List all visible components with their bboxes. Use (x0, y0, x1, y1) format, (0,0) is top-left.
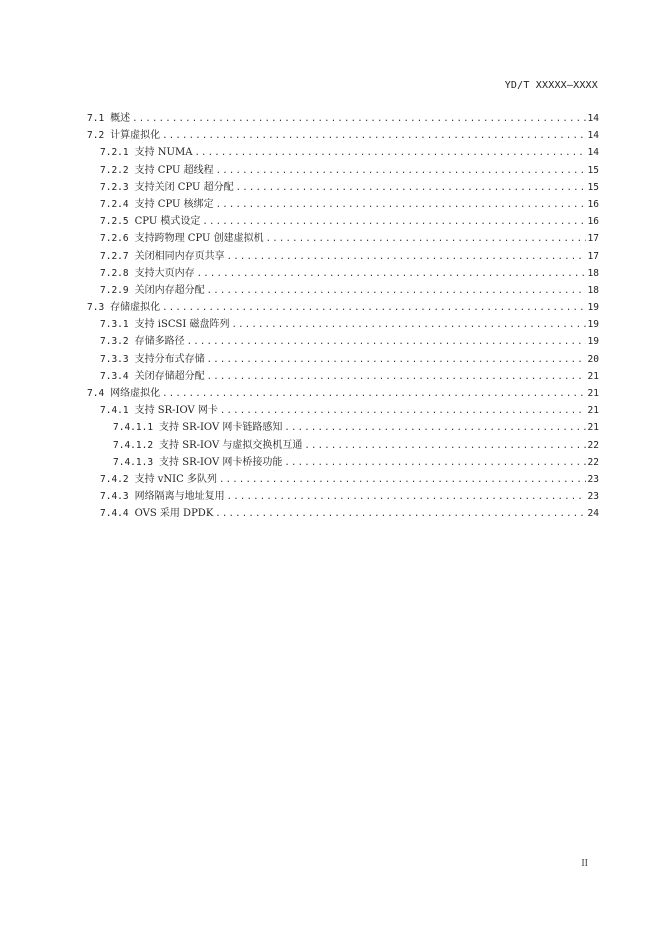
toc-entry-number: 7.2.3 (100, 181, 129, 193)
toc-entry[interactable] (87, 179, 599, 196)
toc-entry-page: 21 (587, 388, 599, 399)
toc-entry-page: 15 (587, 181, 599, 193)
toc-entry[interactable] (87, 196, 599, 213)
toc-entry-title: 网络虚拟化 (110, 388, 161, 399)
toc-entry-page: 16 (587, 216, 599, 228)
toc-entry-title: 支持分布式存储 (134, 353, 205, 365)
toc-entry-number: 7.4.1.3 (113, 456, 154, 468)
toc-entry-title: 支持跨物理 CPU 创建虚拟机 (134, 233, 264, 245)
toc-entry[interactable] (87, 110, 599, 127)
toc-entry-title: 支持 iSCSI 磁盘阵列 (134, 319, 230, 331)
toc-leader-dots (227, 249, 586, 266)
toc-entry-title: 关闭内存超分配 (134, 284, 205, 296)
toc-entry[interactable] (87, 505, 599, 522)
toc-entry-page: 16 (587, 198, 599, 210)
toc-entry-number: 7.2.1 (100, 147, 129, 159)
toc-entry-page: 15 (587, 164, 599, 176)
toc-entry[interactable] (87, 162, 599, 179)
toc-entry-title: 概述 (110, 113, 131, 124)
toc-entry-title: 计算虚拟化 (110, 130, 161, 142)
toc-entry[interactable] (87, 368, 599, 385)
toc-entry[interactable] (87, 265, 599, 282)
toc-entry-number: 7.3.3 (100, 353, 129, 365)
toc-entry-title: 支持 CPU 超线程 (134, 164, 214, 176)
toc-entry[interactable] (87, 316, 599, 333)
toc-entry-page: 17 (587, 250, 599, 262)
toc-leader-dots (162, 128, 585, 145)
toc-entry-number: 7.4.3 (100, 491, 129, 503)
toc-entry-number: 7.2.4 (100, 198, 129, 210)
toc-entry-page: 14 (587, 113, 599, 124)
toc-entry[interactable] (87, 402, 599, 419)
toc-entry-number: 7.4.4 (100, 508, 129, 520)
toc-entry-number: 7.1 (87, 113, 105, 124)
toc-leader-dots (231, 317, 585, 334)
toc-leader-dots (284, 455, 585, 472)
toc-entry-number: 7.2.8 (100, 267, 129, 279)
toc-entry-page: 20 (587, 353, 599, 365)
toc-entry-page: 14 (587, 130, 599, 142)
toc-entry-title: 支持关闭 CPU 超分配 (134, 181, 234, 193)
toc-entry-page: 23 (587, 491, 599, 503)
toc-entry-number: 7.3 (87, 302, 105, 314)
toc-entry-title: 支持 NUMA (134, 147, 193, 159)
toc-leader-dots (216, 163, 586, 180)
toc-leader-dots (284, 420, 585, 437)
toc-entry-title: 关闭存储超分配 (134, 370, 205, 382)
toc-entry[interactable] (87, 488, 599, 505)
toc-entry[interactable] (87, 333, 599, 350)
toc-entry[interactable] (87, 248, 599, 265)
toc-leader-dots (216, 197, 586, 214)
toc-entry-title: 支持大页内存 (134, 267, 195, 279)
toc-entry-title: 支持 vNIC 多队列 (134, 473, 217, 485)
toc-entry-title: 支持 SR-IOV 与虚拟交换机互通 (159, 439, 303, 451)
toc-entry[interactable] (87, 144, 599, 161)
toc-entry-title: CPU 模式设定 (134, 216, 201, 228)
toc-entry-page: 19 (587, 336, 599, 348)
toc-leader-dots (207, 283, 586, 300)
toc-entry[interactable] (87, 299, 599, 316)
toc-entry-page: 24 (587, 508, 599, 520)
table-of-contents (87, 110, 599, 523)
toc-leader-dots (227, 489, 586, 506)
toc-leader-dots (266, 231, 586, 248)
toc-entry-title: 支持 CPU 核绑定 (134, 198, 214, 210)
toc-entry-title: 支持 SR-IOV 网卡桥接功能 (159, 456, 283, 468)
toc-leader-dots (215, 506, 585, 523)
toc-leader-dots (304, 438, 585, 455)
toc-leader-dots (202, 214, 585, 231)
toc-entry[interactable] (87, 282, 599, 299)
toc-entry-title: 存储虚拟化 (110, 302, 161, 314)
toc-entry[interactable] (87, 419, 599, 436)
toc-leader-dots (220, 403, 586, 420)
toc-entry-number: 7.2 (87, 130, 105, 142)
toc-entry-page: 18 (587, 267, 599, 279)
toc-entry-title: OVS 采用 DPDK (134, 508, 214, 520)
toc-entry-title: 支持 SR-IOV 网卡 (134, 405, 218, 417)
toc-entry-title: 关闭相同内存页共享 (134, 250, 225, 262)
toc-entry[interactable] (87, 230, 599, 247)
toc-entry-number: 7.3.2 (100, 336, 129, 348)
toc-leader-dots (187, 334, 586, 351)
toc-entry-number: 7.3.1 (100, 319, 129, 331)
toc-entry[interactable] (87, 351, 599, 368)
document-code: YD/T XXXXX—XXXX (504, 80, 598, 91)
toc-leader-dots (219, 472, 586, 489)
toc-entry-number: 7.2.7 (100, 250, 129, 262)
toc-entry-number: 7.2.2 (100, 164, 129, 176)
toc-entry-number: 7.2.9 (100, 284, 129, 296)
toc-entry-number: 7.4 (87, 388, 105, 399)
toc-leader-dots (162, 386, 585, 403)
toc-entry-number: 7.2.5 (100, 216, 129, 228)
toc-entry-page: 22 (587, 439, 599, 451)
page-number: II (581, 858, 588, 869)
toc-entry[interactable] (87, 127, 599, 144)
toc-entry-page: 17 (587, 233, 599, 245)
toc-entry-title: 存储多路径 (134, 336, 185, 348)
toc-entry-page: 21 (587, 370, 599, 382)
toc-entry-page: 19 (587, 319, 599, 331)
toc-entry-number: 7.3.4 (100, 370, 129, 382)
toc-entry[interactable] (87, 385, 599, 402)
toc-entry[interactable] (87, 454, 599, 471)
toc-leader-dots (197, 266, 586, 283)
toc-entry-page: 19 (587, 302, 599, 314)
toc-entry-page: 21 (587, 405, 599, 417)
toc-entry-number: 7.2.6 (100, 233, 129, 245)
toc-entry-page: 22 (587, 456, 599, 468)
toc-entry-page: 21 (587, 422, 599, 434)
toc-entry-number: 7.4.1.1 (113, 422, 154, 434)
toc-entry-title: 网络隔离与地址复用 (134, 491, 225, 503)
toc-leader-dots (194, 145, 585, 162)
toc-entry[interactable] (87, 437, 599, 454)
toc-leader-dots (207, 369, 586, 386)
toc-leader-dots (236, 180, 586, 197)
toc-entry-page: 14 (587, 147, 599, 159)
toc-entry-page: 18 (587, 284, 599, 296)
toc-leader-dots (207, 352, 586, 369)
toc-leader-dots (162, 300, 585, 317)
toc-entry-number: 7.4.1 (100, 405, 129, 417)
toc-entry[interactable] (87, 471, 599, 488)
toc-entry-title: 支持 SR-IOV 网卡链路感知 (159, 422, 283, 434)
toc-entry-number: 7.4.1.2 (113, 439, 154, 451)
toc-leader-dots (132, 111, 585, 128)
toc-entry-number: 7.4.2 (100, 473, 129, 485)
toc-entry[interactable] (87, 213, 599, 230)
toc-entry-page: 23 (587, 473, 599, 485)
